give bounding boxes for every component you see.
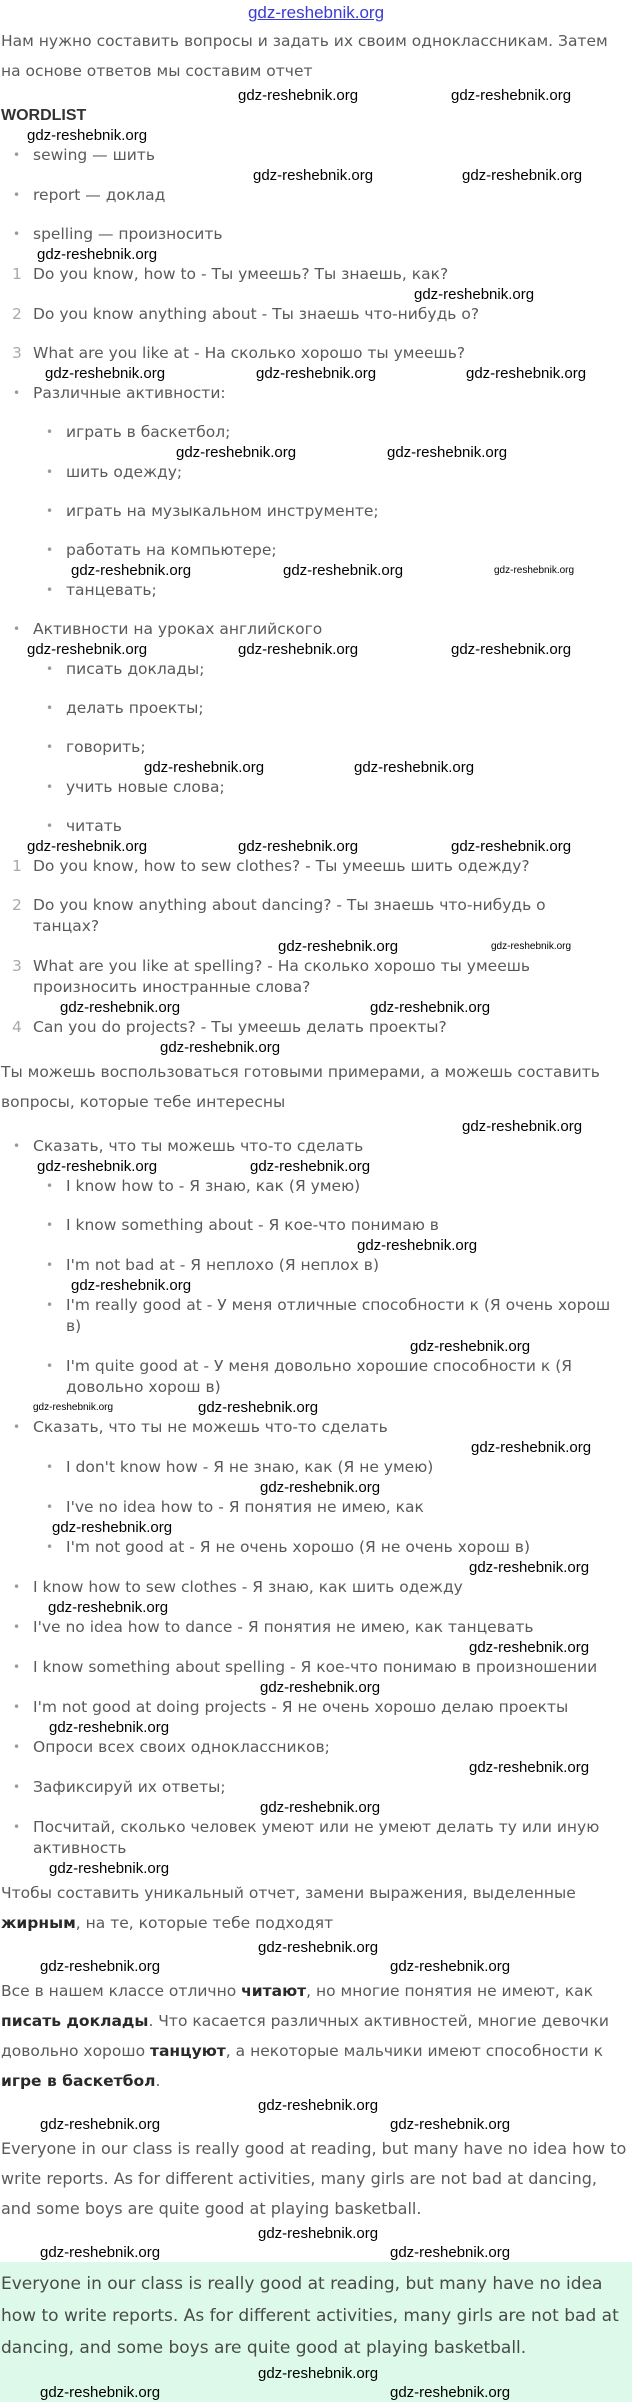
watermark: gdz-reshebnik.org <box>37 246 158 263</box>
watermark-row <box>0 1478 632 1497</box>
can-item: • I'm really good at - У меня отличные способности к (Я очень хорош в) <box>0 1295 632 1337</box>
watermark-row <box>0 2243 632 2262</box>
watermark-row <box>0 2383 632 2402</box>
activity-item: • шить одежду; <box>0 462 632 483</box>
question-item <box>0 895 632 937</box>
watermark-row <box>0 1957 632 1976</box>
question-text: Can you do projects? - Ты умеешь делать проекты? <box>33 1018 447 1036</box>
watermark: gdz-reshebnik.org <box>258 2365 379 2382</box>
activity-item: • играть на музыкальном инструменте; <box>0 501 632 522</box>
watermark-row <box>0 1157 632 1176</box>
watermark: gdz-reshebnik.org <box>258 2225 379 2242</box>
watermark-row <box>0 640 632 659</box>
example-item: • I'm not good at doing projects - Я не очень хорошо делаю проекты <box>0 1697 632 1718</box>
watermark: gdz-reshebnik.org <box>494 565 575 576</box>
watermark-row <box>0 561 632 580</box>
watermark: gdz-reshebnik.org <box>238 838 359 855</box>
example-item: • Зафиксируй их ответы; <box>0 1777 632 1798</box>
cannot-item: • I'm not good at - Я не очень хорошо (Я не очень хорош в) <box>0 1537 632 1558</box>
watermark: gdz-reshebnik.org <box>357 1237 478 1254</box>
lesson-item: • учить новые слова; <box>0 777 632 798</box>
number: 1 <box>12 265 22 283</box>
bold-text: жирным <box>1 1914 76 1932</box>
watermark-row <box>0 86 632 105</box>
watermark: gdz-reshebnik.org <box>462 167 583 184</box>
watermark: gdz-reshebnik.org <box>71 562 192 579</box>
wordlist-title: WORDLIST <box>1 107 87 124</box>
watermark: gdz-reshebnik.org <box>390 2116 511 2133</box>
lessons-title: • Активности на уроках английского <box>0 619 632 640</box>
can-item: • I'm quite good at - У меня довольно хорошие способности к (Я довольно хорош в) <box>0 1356 632 1398</box>
watermark: gdz-reshebnik.org <box>451 838 572 855</box>
number: 4 <box>12 1018 22 1036</box>
phrase-text: Do you know anything about - Ты знаешь что-нибудь о? <box>33 305 480 323</box>
watermark: gdz-reshebnik.org <box>37 1158 158 1175</box>
wordlist-item: • sewing — шить <box>0 145 632 166</box>
watermark: gdz-reshebnik.org <box>250 1158 371 1175</box>
can-title: • Сказать, что ты можешь что-то сделать <box>0 1136 632 1157</box>
text: . Что касается различных активностей, многие девочки довольно хорошо <box>1 2012 609 2060</box>
watermark: gdz-reshebnik.org <box>49 1719 170 1736</box>
watermark-row <box>0 1718 632 1737</box>
example-item: • I know something about spelling - Я кое-что понимаю в произношении <box>0 1657 632 1678</box>
watermark-row <box>0 1276 632 1295</box>
watermark-row <box>0 2364 632 2383</box>
watermark: gdz-reshebnik.org <box>390 2384 511 2401</box>
watermark-row <box>0 364 632 383</box>
watermark-row <box>0 245 632 264</box>
cannot-item: • I've no idea how to - Я понятия не имею, как <box>0 1497 632 1518</box>
example-item: • Посчитай, сколько человек умеют или не умеют делать ту или иную активность <box>0 1817 632 1859</box>
watermark-row <box>0 1117 632 1136</box>
watermark-row <box>0 1558 632 1577</box>
number: 1 <box>12 857 22 875</box>
lesson-item: • писать доклады; <box>0 659 632 680</box>
lesson-item: • говорить; <box>0 737 632 758</box>
watermark: gdz-reshebnik.org <box>414 286 535 303</box>
wordlist-item: • report — доклад <box>0 185 632 206</box>
watermark-row <box>0 1236 632 1255</box>
can-item: • I know something about - Я кое-что понимаю в <box>0 1215 632 1236</box>
watermark: gdz-reshebnik.org <box>462 1118 583 1135</box>
text: , но многие понятия не имеют, как <box>306 1982 593 2000</box>
watermark: gdz-reshebnik.org <box>49 1860 170 1877</box>
report-en: Everyone in our class is really good at reading, but many have no idea how to write reports. As for different activities, many girls are not bad at dancing, and some boys are quite good at playing basketball. <box>1 2139 627 2218</box>
watermark: gdz-reshebnik.org <box>354 759 475 776</box>
watermark: gdz-reshebnik.org <box>410 1338 531 1355</box>
watermark: gdz-reshebnik.org <box>198 1399 319 1416</box>
bold-text: игре в баскетбол <box>1 2072 156 2090</box>
watermark: gdz-reshebnik.org <box>27 641 148 658</box>
watermark: gdz-reshebnik.org <box>40 2244 161 2261</box>
report-ru <box>0 1976 632 2096</box>
watermark: gdz-reshebnik.org <box>471 1439 592 1456</box>
watermark: gdz-reshebnik.org <box>278 938 399 955</box>
watermark: gdz-reshebnik.org <box>253 167 374 184</box>
watermark: gdz-reshebnik.org <box>260 1679 381 1696</box>
phrase-text: Do you know, how to - Ты умеешь? Ты знаешь, как? <box>33 265 449 283</box>
watermark: gdz-reshebnik.org <box>27 838 148 855</box>
question-text: Do you know anything about dancing? - Ты знаешь что-нибудь о танцах? <box>33 896 546 935</box>
watermark: gdz-reshebnik.org <box>48 1599 169 1616</box>
watermark-row <box>0 1598 632 1617</box>
watermark: gdz-reshebnik.org <box>52 1519 173 1536</box>
lesson-item: • делать проекты; <box>0 698 632 719</box>
watermark-row <box>0 1518 632 1537</box>
watermark: gdz-reshebnik.org <box>33 1402 114 1413</box>
watermark-row <box>0 937 632 956</box>
question-item <box>0 956 632 998</box>
watermark: gdz-reshebnik.org <box>390 1958 511 1975</box>
intro-text: Нам нужно составить вопросы и задать их своим одноклассникам. Затем на основе ответов мы составим отчет <box>1 32 608 80</box>
question-text: What are you like at spelling? - На сколько хорошо ты умеешь произносить иностранные слова? <box>33 957 531 996</box>
watermark: gdz-reshebnik.org <box>45 365 166 382</box>
watermark: gdz-reshebnik.org <box>469 1759 590 1776</box>
answer-box <box>0 2262 632 2402</box>
watermark: gdz-reshebnik.org <box>451 87 572 104</box>
text: Все в нашем классе отлично <box>1 1982 242 2000</box>
watermark-row <box>0 1798 632 1817</box>
replace-text <box>0 1878 632 1938</box>
watermark: gdz-reshebnik.org <box>451 641 572 658</box>
watermark: gdz-reshebnik.org <box>283 562 404 579</box>
can-item: • I know how to - Я знаю, как (Я умею) <box>0 1176 632 1197</box>
watermark: gdz-reshebnik.org <box>390 2244 511 2261</box>
watermark: gdz-reshebnik.org <box>260 1799 381 1816</box>
question-text: Do you know, how to sew clothes? - Ты умеешь шить одежду? <box>33 857 530 875</box>
watermark: gdz-reshebnik.org <box>387 444 508 461</box>
phrase-text: What are you like at - На сколько хорошо ты умеешь? <box>33 344 466 362</box>
example-item: • I know how to sew clothes - Я знаю, как шить одежду <box>0 1577 632 1598</box>
watermark-row <box>0 166 632 185</box>
can-item: • I'm not bad at - Я неплохо (Я неплох в) <box>0 1255 632 1276</box>
cannot-title: • Сказать, что ты не можешь что-то сделать <box>0 1417 632 1438</box>
watermark-row <box>0 126 632 145</box>
watermark: gdz-reshebnik.org <box>469 1639 590 1656</box>
watermark: gdz-reshebnik.org <box>144 759 265 776</box>
watermark: gdz-reshebnik.org <box>260 1479 381 1496</box>
example-item: • I've no idea how to dance - Я понятия не имею, как танцевать <box>0 1617 632 1638</box>
watermark: gdz-reshebnik.org <box>71 1277 192 1294</box>
number: 2 <box>12 305 22 323</box>
watermark: gdz-reshebnik.org <box>256 365 377 382</box>
text: Чтобы составить уникальный отчет, замени выражения, выделенные <box>1 1884 576 1902</box>
watermark-row <box>0 1038 632 1057</box>
watermark-row <box>0 2096 632 2115</box>
watermark: gdz-reshebnik.org <box>176 444 297 461</box>
watermark-row <box>0 998 632 1017</box>
watermark-row <box>0 1638 632 1657</box>
watermark-row <box>0 1398 632 1417</box>
bold-text: читают <box>241 1982 307 2000</box>
question-item <box>0 856 632 877</box>
watermark-row <box>0 2115 632 2134</box>
watermark-row <box>0 837 632 856</box>
watermark-row <box>0 758 632 777</box>
watermark: gdz-reshebnik.org <box>258 1939 379 1956</box>
watermark-row <box>0 1938 632 1957</box>
activities-title: • Различные активности: <box>0 383 632 404</box>
activity-item: • танцевать; <box>0 580 632 601</box>
watermark-row <box>0 443 632 462</box>
activity-item: • работать на компьютере; <box>0 540 632 561</box>
watermark-row <box>0 2224 632 2243</box>
cannot-item: • I don't know how - Я не знаю, как (Я не умею) <box>0 1457 632 1478</box>
watermark-row <box>0 1678 632 1697</box>
answer-text: Everyone in our class is really good at reading, but many have no idea how to write reports. As for different activities, many girls are not bad at dancing, and some boys are quite good at playing basketball. <box>1 2274 619 2358</box>
watermark: gdz-reshebnik.org <box>258 2097 379 2114</box>
phrase-item <box>0 304 632 325</box>
lesson-item: • читать <box>0 816 632 837</box>
can-use-text: Ты можешь воспользоваться готовыми примерами, а можешь составить вопросы, которые тебе интересны <box>1 1063 600 1111</box>
number: 3 <box>12 344 22 362</box>
watermark-row <box>0 1758 632 1777</box>
phrase-item <box>0 264 632 285</box>
watermark: gdz-reshebnik.org <box>466 365 587 382</box>
text: . <box>155 2072 161 2090</box>
text: , на те, которые тебе подходят <box>75 1914 334 1932</box>
number: 3 <box>12 957 22 975</box>
wordlist-item: • spelling — произносить <box>0 224 632 245</box>
watermark: gdz-reshebnik.org <box>238 641 359 658</box>
bold-text: танцуют <box>149 2042 226 2060</box>
number: 2 <box>12 896 22 914</box>
phrase-item <box>0 343 632 364</box>
watermark: gdz-reshebnik.org <box>40 1958 161 1975</box>
text: , а некоторые мальчики имеют способности к <box>225 2042 604 2060</box>
watermark: gdz-reshebnik.org <box>238 87 359 104</box>
bold-text: писать доклады <box>1 2012 149 2030</box>
watermark: gdz-reshebnik.org <box>27 127 148 144</box>
site-link[interactable]: gdz-reshebnik.org <box>247 3 385 22</box>
watermark-row <box>0 1859 632 1878</box>
question-item <box>0 1017 632 1038</box>
activity-item: • играть в баскетбол; <box>0 422 632 443</box>
watermark: gdz-reshebnik.org <box>370 999 491 1016</box>
watermark: gdz-reshebnik.org <box>469 1559 590 1576</box>
watermark: gdz-reshebnik.org <box>40 2116 161 2133</box>
watermark-row <box>0 1438 632 1457</box>
watermark: gdz-reshebnik.org <box>40 2384 161 2401</box>
watermark-row <box>0 285 632 304</box>
watermark: gdz-reshebnik.org <box>60 999 181 1016</box>
example-item: • Опроси всех своих одноклассников; <box>0 1737 632 1758</box>
watermark: gdz-reshebnik.org <box>491 941 572 952</box>
watermark: gdz-reshebnik.org <box>160 1039 281 1056</box>
watermark-row <box>0 1337 632 1356</box>
